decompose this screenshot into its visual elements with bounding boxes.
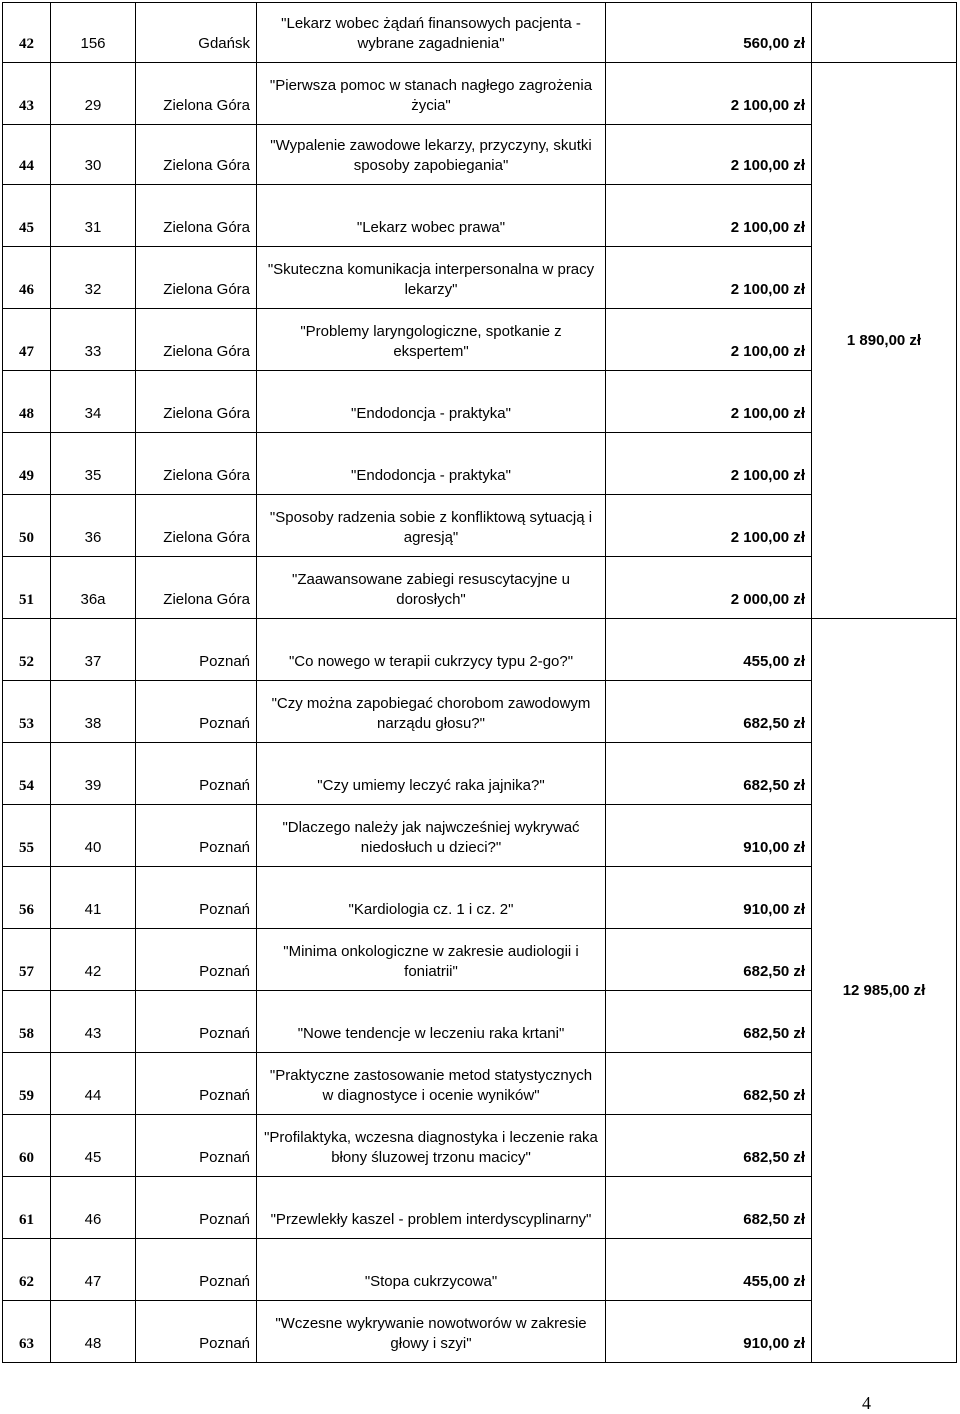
course-title: "Pierwsza pomoc w stanach nagłego zagrożenia życia" [257,63,606,125]
course-number: 34 [51,371,136,433]
course-amount: 2 100,00 zł [606,371,812,433]
course-number: 45 [51,1115,136,1177]
course-amount: 2 000,00 zł [606,557,812,619]
page-number: 4 [862,1393,871,1413]
course-title: "Zaawansowane zabiegi resuscytacyjne u dorosłych" [257,557,606,619]
course-amount: 682,50 zł [606,743,812,805]
course-title: "Lekarz wobec żądań finansowych pacjenta - wybrane zagadnienia" [257,3,606,63]
row-index: 47 [3,309,51,371]
course-title: "Dlaczego należy jak najwcześniej wykrywać niedosłuch u dzieci?" [257,805,606,867]
row-index: 44 [3,125,51,185]
group-total [812,3,957,63]
course-number: 36 [51,495,136,557]
city-name: Zielona Góra [136,433,257,495]
course-amount: 455,00 zł [606,1239,812,1301]
city-name: Poznań [136,991,257,1053]
city-name: Zielona Góra [136,371,257,433]
city-name: Poznań [136,681,257,743]
course-number: 43 [51,991,136,1053]
city-name: Poznań [136,743,257,805]
course-amount: 2 100,00 zł [606,63,812,125]
row-index: 55 [3,805,51,867]
course-number: 39 [51,743,136,805]
city-name: Zielona Góra [136,309,257,371]
row-index: 49 [3,433,51,495]
city-name: Zielona Góra [136,63,257,125]
course-amount: 682,50 zł [606,1053,812,1115]
course-amount: 2 100,00 zł [606,309,812,371]
city-name: Zielona Góra [136,185,257,247]
table-row [3,3,957,63]
city-name: Zielona Góra [136,557,257,619]
course-number: 48 [51,1301,136,1363]
row-index: 51 [3,557,51,619]
city-name: Poznań [136,1115,257,1177]
course-title: "Endodoncja - praktyka" [257,433,606,495]
course-amount: 682,50 zł [606,1115,812,1177]
row-index: 46 [3,247,51,309]
table-row [3,619,957,681]
course-number: 33 [51,309,136,371]
city-name: Gdańsk [136,3,257,63]
course-number: 41 [51,867,136,929]
course-number: 31 [51,185,136,247]
row-index: 53 [3,681,51,743]
city-name: Zielona Góra [136,247,257,309]
course-number: 46 [51,1177,136,1239]
course-amount: 682,50 zł [606,991,812,1053]
group-total: 1 890,00 zł [812,63,957,619]
course-number: 35 [51,433,136,495]
course-number: 40 [51,805,136,867]
course-title: "Lekarz wobec prawa" [257,185,606,247]
course-number: 156 [51,3,136,63]
course-amount: 910,00 zł [606,867,812,929]
city-name: Poznań [136,1301,257,1363]
course-number: 47 [51,1239,136,1301]
row-index: 58 [3,991,51,1053]
row-index: 59 [3,1053,51,1115]
course-title: "Nowe tendencje w leczeniu raka krtani" [257,991,606,1053]
course-title: "Stopa cukrzycowa" [257,1239,606,1301]
course-table [2,2,957,1363]
course-amount: 910,00 zł [606,805,812,867]
course-title: "Co nowego w terapii cukrzycy typu 2-go?" [257,619,606,681]
course-amount: 910,00 zł [606,1301,812,1363]
course-amount: 2 100,00 zł [606,247,812,309]
row-index: 60 [3,1115,51,1177]
course-title: "Minima onkologiczne w zakresie audiologii i foniatrii" [257,929,606,991]
course-title: "Endodoncja - praktyka" [257,371,606,433]
row-index: 61 [3,1177,51,1239]
course-amount: 682,50 zł [606,1177,812,1239]
course-number: 37 [51,619,136,681]
city-name: Zielona Góra [136,495,257,557]
course-title: "Przewlekły kaszel - problem interdyscyplinarny" [257,1177,606,1239]
row-index: 52 [3,619,51,681]
course-number: 32 [51,247,136,309]
city-name: Poznań [136,1239,257,1301]
course-number: 30 [51,125,136,185]
city-name: Poznań [136,867,257,929]
course-amount: 682,50 zł [606,929,812,991]
row-index: 43 [3,63,51,125]
city-name: Poznań [136,1177,257,1239]
row-index: 50 [3,495,51,557]
course-amount: 455,00 zł [606,619,812,681]
course-number: 29 [51,63,136,125]
course-amount: 682,50 zł [606,681,812,743]
row-index: 56 [3,867,51,929]
city-name: Poznań [136,929,257,991]
course-title: "Czy można zapobiegać chorobom zawodowym narządu głosu?" [257,681,606,743]
group-total: 12 985,00 zł [812,619,957,1363]
row-index: 54 [3,743,51,805]
course-title: "Sposoby radzenia sobie z konfliktową sytuacją i agresją" [257,495,606,557]
course-number: 38 [51,681,136,743]
course-title: "Profilaktyka, wczesna diagnostyka i leczenie raka błony śluzowej trzonu macicy" [257,1115,606,1177]
row-index: 48 [3,371,51,433]
table-row [3,63,957,125]
course-amount: 2 100,00 zł [606,495,812,557]
course-title: "Wczesne wykrywanie nowotworów w zakresie głowy i szyi" [257,1301,606,1363]
course-number: 36a [51,557,136,619]
course-title: "Czy umiemy leczyć raka jajnika?" [257,743,606,805]
course-amount: 560,00 zł [606,3,812,63]
course-title: "Kardiologia cz. 1 i cz. 2" [257,867,606,929]
course-title: "Problemy laryngologiczne, spotkanie z ekspertem" [257,309,606,371]
row-index: 45 [3,185,51,247]
course-title: "Skuteczna komunikacja interpersonalna w pracy lekarzy" [257,247,606,309]
course-number: 44 [51,1053,136,1115]
course-title: "Wypalenie zawodowe lekarzy, przyczyny, skutki sposoby zapobiegania" [257,125,606,185]
row-index: 57 [3,929,51,991]
city-name: Poznań [136,1053,257,1115]
course-amount: 2 100,00 zł [606,125,812,185]
row-index: 42 [3,3,51,63]
course-amount: 2 100,00 zł [606,433,812,495]
city-name: Poznań [136,619,257,681]
course-table-body [3,3,957,1363]
course-amount: 2 100,00 zł [606,185,812,247]
city-name: Poznań [136,805,257,867]
row-index: 63 [3,1301,51,1363]
course-title: "Praktyczne zastosowanie metod statystycznych w diagnostyce i ocenie wyników" [257,1053,606,1115]
course-number: 42 [51,929,136,991]
row-index: 62 [3,1239,51,1301]
city-name: Zielona Góra [136,125,257,185]
